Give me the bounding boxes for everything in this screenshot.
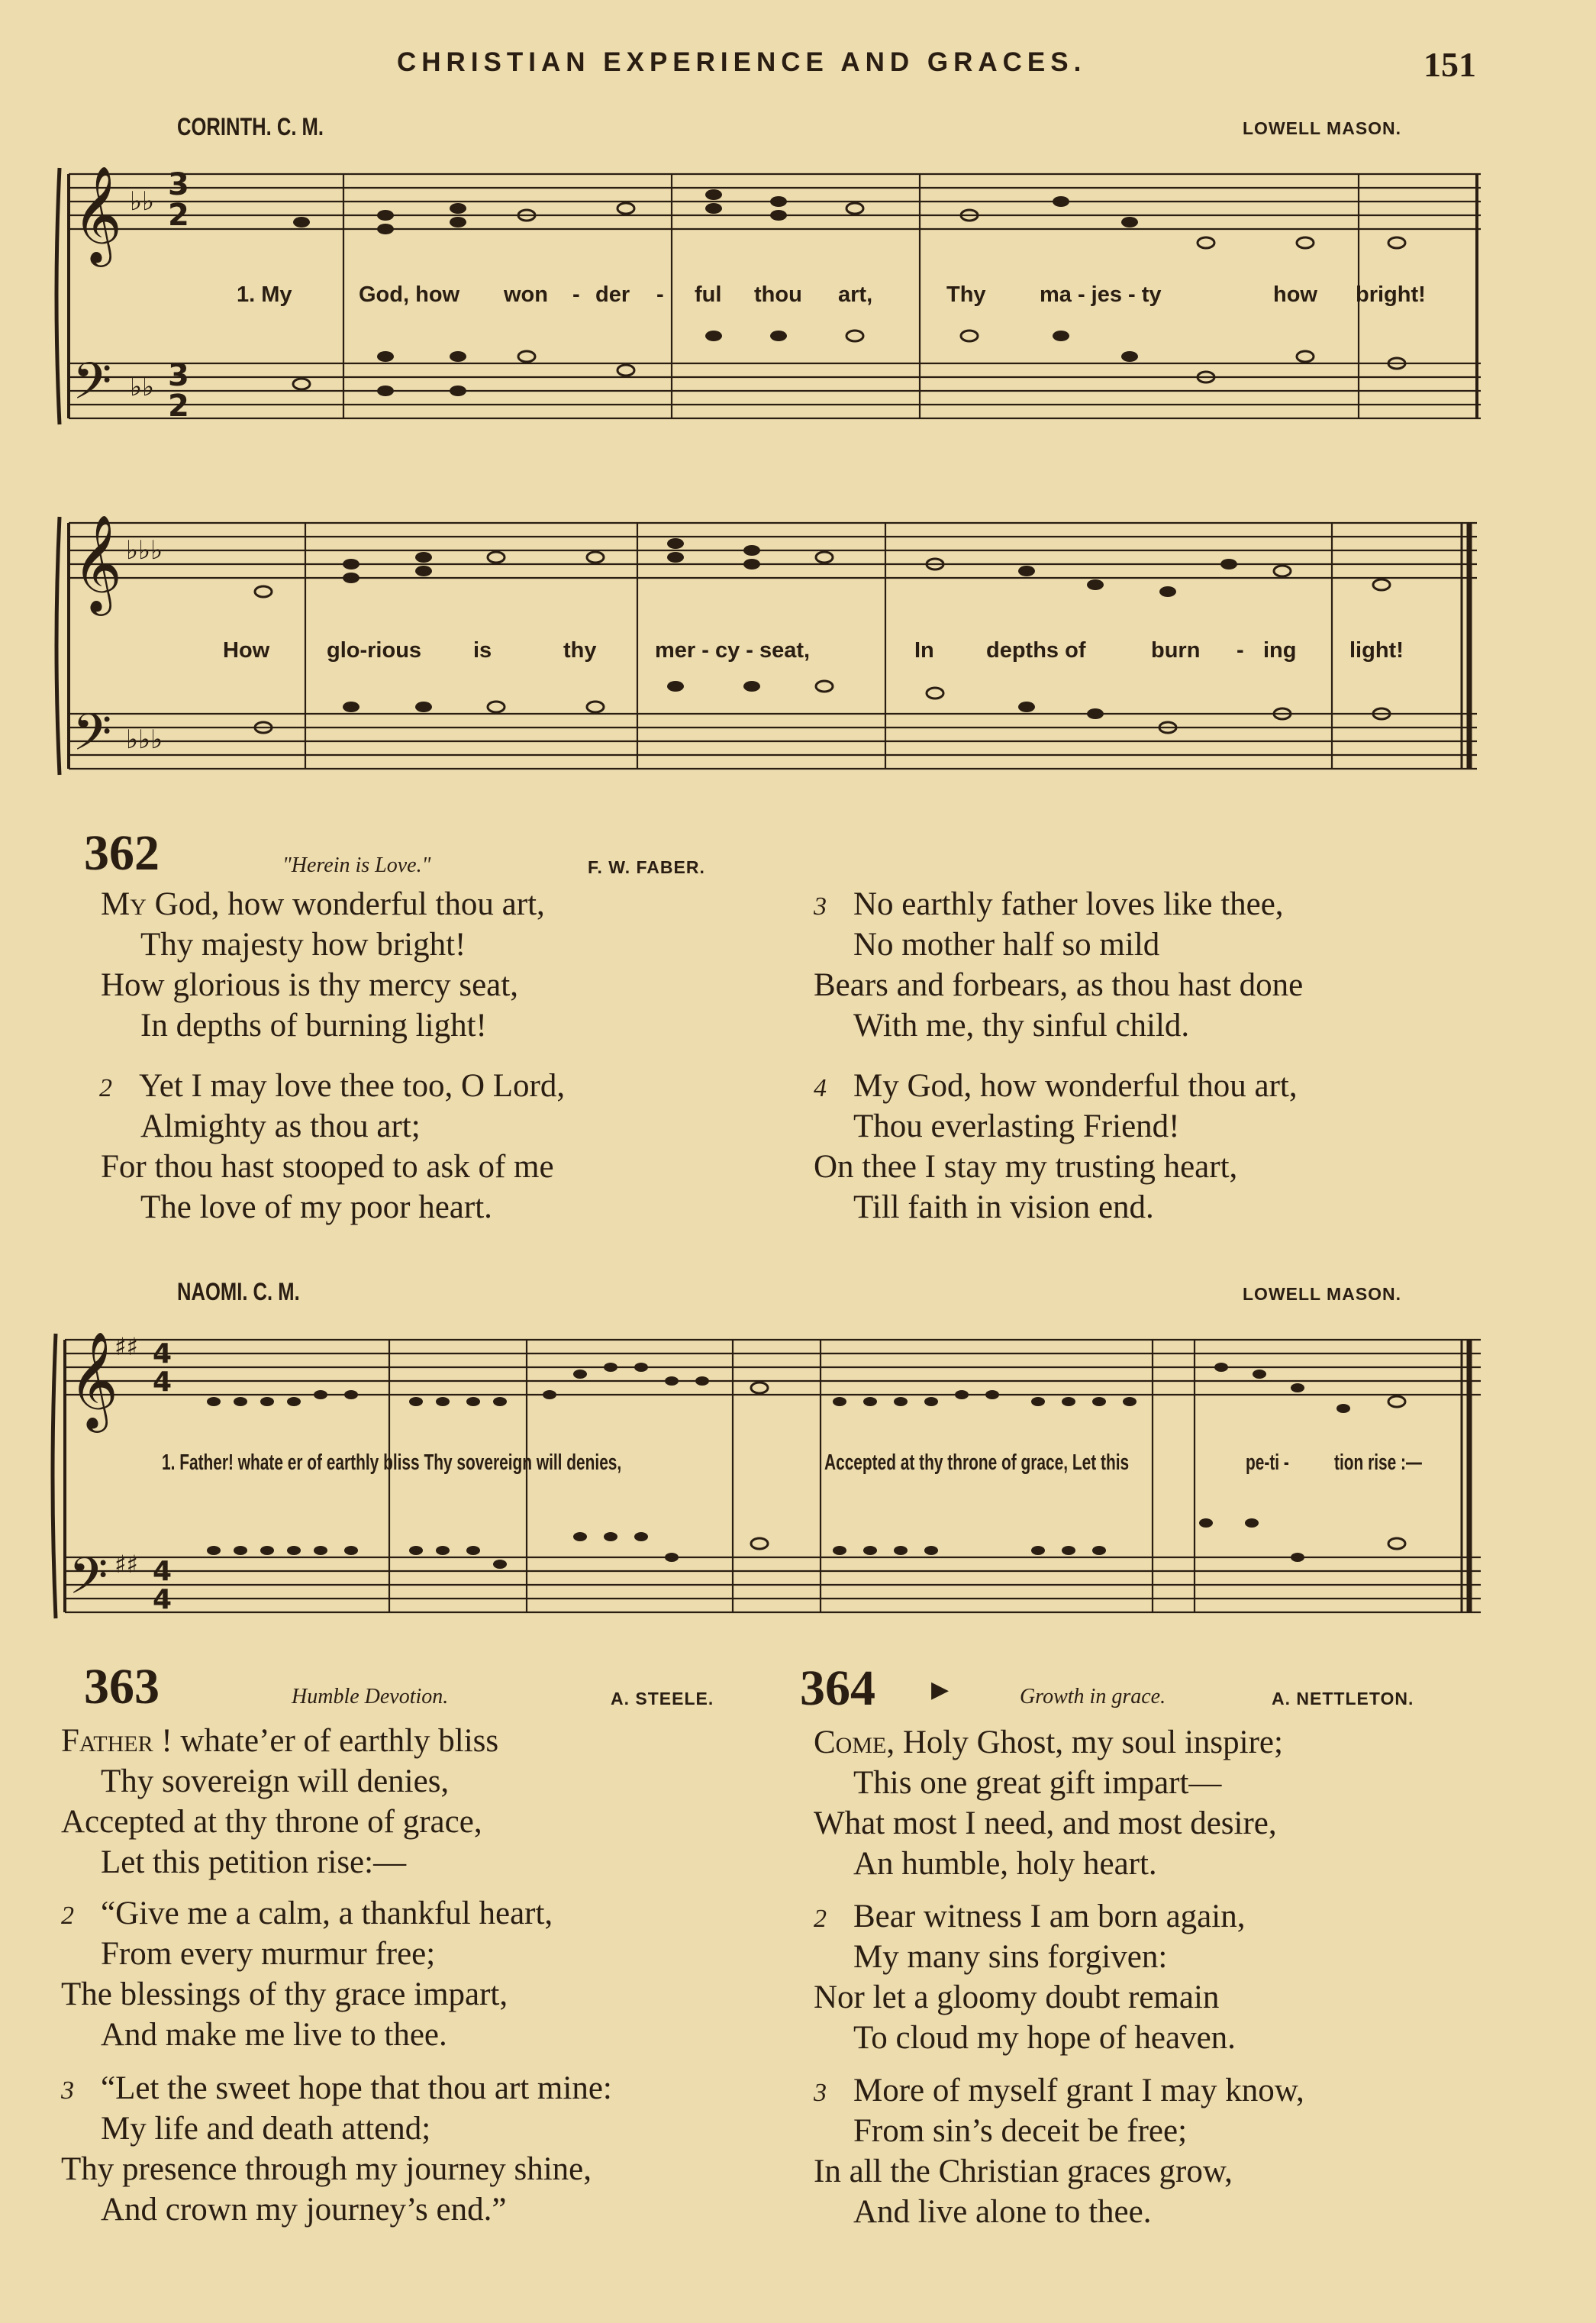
lyric-word: How (223, 638, 270, 663)
lyric-word: ma - jes - ty (1040, 282, 1162, 307)
verse-number: 2 (61, 1902, 74, 1930)
stanza-line: The love of my poor heart. (140, 1189, 492, 1225)
lyric-word: thou (754, 282, 802, 307)
lyric-word: In (914, 638, 934, 663)
tune-composer-naomi: LOWELL MASON. (1243, 1284, 1402, 1304)
stanza-362-1 (101, 884, 545, 1046)
stanza-362-2 (101, 1066, 565, 1228)
verse-number: 4 (814, 1074, 827, 1102)
verse-number: 2 (814, 1905, 827, 1933)
svg-text:2: 2 (168, 198, 189, 233)
svg-text:𝄞: 𝄞 (69, 1331, 119, 1428)
lyric-word: mer - cy - seat, (655, 638, 811, 663)
stanza-line: Thou everlasting Friend! (853, 1108, 1180, 1144)
stanza-line: Let this petition rise:— (101, 1844, 407, 1880)
stanza-line: Bear witness I am born again, (853, 1899, 1246, 1934)
stanza-line: This one great gift impart— (853, 1765, 1222, 1801)
verse-number: 3 (814, 892, 827, 921)
svg-text:𝄞: 𝄞 (73, 514, 123, 611)
svg-text:𝄢: 𝄢 (73, 703, 112, 774)
stanza-line: No earthly father loves like thee, (853, 886, 1284, 922)
svg-text:4: 4 (153, 1366, 172, 1398)
stanza-line: My life and death attend; (101, 2111, 431, 2147)
stanza-line: “Let the sweet hope that thou art mine: (101, 2070, 612, 2106)
svg-text:𝄞: 𝄞 (73, 165, 123, 263)
svg-text:4: 4 (153, 1556, 172, 1587)
hymn-number: 363 (84, 1659, 160, 1715)
lyric-word: ful (695, 282, 722, 307)
pointing-hand-icon: ▶ (931, 1676, 950, 1703)
stanza-364-3 (814, 2070, 1304, 2232)
lyric-line: pe-ti - (1246, 1450, 1289, 1475)
verse-number: 3 (814, 2079, 827, 2107)
svg-text:3: 3 (168, 358, 189, 393)
stanza-line: From sin’s deceit be free; (853, 2113, 1188, 2149)
stanza-lead: Father (61, 1723, 153, 1759)
lyric-word: der (595, 282, 630, 307)
lyric-word: bright! (1356, 282, 1426, 307)
stanza-line: My many sins forgiven: (853, 1939, 1168, 1975)
lyric-word: art, (838, 282, 873, 307)
stanza-lead: My (101, 886, 147, 922)
stanza-line: Till faith in vision end. (853, 1189, 1154, 1225)
stanza-line: ! whate’er of earthly bliss (153, 1723, 499, 1759)
tune-name-naomi: NAOMI. C. M. (177, 1278, 300, 1305)
hymn-subtitle: Growth in grace. (1020, 1685, 1166, 1708)
hymn-author: A. STEELE. (611, 1689, 714, 1708)
stanza-line: How glorious is thy mercy seat, (101, 967, 518, 1003)
tune-composer-corinth: LOWELL MASON. (1243, 118, 1402, 138)
stanza-line: My God, how wonderful thou art, (853, 1068, 1298, 1104)
stanza-363-3 (61, 2068, 612, 2230)
stanza-362-3 (814, 884, 1303, 1046)
svg-text:𝄢: 𝄢 (73, 352, 112, 423)
hymn-subtitle: Humble Devotion. (292, 1685, 449, 1708)
verse-number: 3 (61, 2076, 74, 2105)
stanza-line: No mother half so mild (853, 927, 1160, 963)
svg-text:♯♯: ♯♯ (114, 1550, 138, 1579)
stanza-line: God, how wonderful thou art, (146, 886, 545, 922)
stanza-line: Thy majesty how bright! (140, 927, 466, 963)
stanza-line: In depths of burning light! (140, 1008, 487, 1044)
stanza-line: And make me live to thee. (101, 2017, 447, 2053)
stanza-line: On thee I stay my trusting heart, (814, 1149, 1238, 1185)
stanza-line: Almighty as thou art; (140, 1108, 421, 1144)
stanza-362-4 (814, 1066, 1298, 1228)
stanza-line: The blessings of thy grace impart, (61, 1976, 508, 2012)
stanza-line: From every murmur free; (101, 1936, 436, 1972)
stanza-364-2 (814, 1896, 1245, 2058)
lyric-word: light! (1349, 638, 1404, 663)
hymn-number: 364 (800, 1660, 875, 1716)
page-number: 151 (1424, 45, 1476, 84)
lyric-word: how (1273, 282, 1317, 307)
lyric-word: burn (1151, 638, 1201, 663)
svg-text:♭♭: ♭♭ (130, 186, 155, 217)
lyric-word: Thy (946, 282, 986, 307)
lyric-line: Accepted at thy throne of grace, Let this (824, 1450, 1130, 1475)
svg-text:2: 2 (168, 389, 189, 424)
svg-text:♭♭♭: ♭♭♭ (126, 724, 163, 755)
hymn-subtitle: "Herein is Love." (282, 853, 431, 877)
stanza-364-1 (814, 1722, 1283, 1884)
lyric-line: tion rise :— (1334, 1450, 1422, 1475)
stanza-line: To cloud my hope of heaven. (853, 2020, 1236, 2056)
stanza-line: And live alone to thee. (853, 2194, 1152, 2230)
lyric-line: 1. Father! whate er of earthly bliss Thy sovereign will denies, (162, 1450, 622, 1475)
hymn-number: 362 (84, 825, 160, 881)
stanza-line: And crown my journey’s end.” (101, 2192, 507, 2228)
stanza-363-2 (61, 1893, 553, 2055)
lyric-word: - (572, 282, 580, 307)
hymn-author: A. NETTLETON. (1272, 1689, 1414, 1708)
tune-name-corinth: CORINTH. C. M. (177, 113, 324, 140)
stanza-lead: Come (814, 1725, 887, 1760)
lyric-word: depths of (986, 638, 1086, 663)
stanza-line: Yet I may love thee too, O Lord, (139, 1068, 566, 1104)
stanza-line: With me, thy sinful child. (853, 1008, 1190, 1044)
svg-text:3: 3 (168, 167, 189, 202)
stanza-line: Bears and forbears, as thou hast done (814, 967, 1304, 1003)
stanza-line: Thy presence through my journey shine, (61, 2151, 592, 2187)
stanza-line: What most I need, and most desire, (814, 1805, 1277, 1841)
stanza-line: For thou hast stooped to ask of me (101, 1149, 554, 1185)
stanza-line: In all the Christian graces grow, (814, 2154, 1233, 2189)
lyric-word: ing (1263, 638, 1297, 663)
lyric-word: won (504, 282, 548, 307)
lyric-word: thy (563, 638, 597, 663)
lyric-word: - (656, 282, 664, 307)
stanza-363-1 (61, 1721, 498, 1883)
lyric-word: glo-rious (327, 638, 422, 663)
stanza-line: Thy sovereign will denies, (101, 1763, 450, 1799)
running-header: CHRISTIAN EXPERIENCE AND GRACES. (397, 47, 1087, 77)
stanza-line: Accepted at thy throne of grace, (61, 1804, 482, 1840)
stanza-line: More of myself grant I may know, (853, 2073, 1304, 2108)
verse-number: 2 (99, 1074, 112, 1102)
svg-text:♯♯: ♯♯ (114, 1332, 138, 1361)
svg-text:4: 4 (153, 1584, 172, 1615)
lyric-word: is (473, 638, 492, 663)
stanza-line: “Give me a calm, a thankful heart, (101, 1896, 553, 1931)
svg-text:♭♭♭: ♭♭♭ (126, 535, 163, 566)
hymn-author: F. W. FABER. (588, 857, 705, 877)
lyric-word: God, how (359, 282, 460, 307)
svg-text:♭♭: ♭♭ (130, 372, 155, 402)
lyric-word: 1. My (237, 282, 292, 307)
svg-text:𝄢: 𝄢 (69, 1547, 108, 1618)
stanza-line: Nor let a gloomy doubt remain (814, 1979, 1220, 2015)
stanza-line: An humble, holy heart. (853, 1846, 1157, 1882)
lyric-word: - (1236, 638, 1244, 663)
stanza-line: , Holy Ghost, my soul inspire; (886, 1725, 1283, 1760)
svg-text:4: 4 (153, 1338, 172, 1370)
